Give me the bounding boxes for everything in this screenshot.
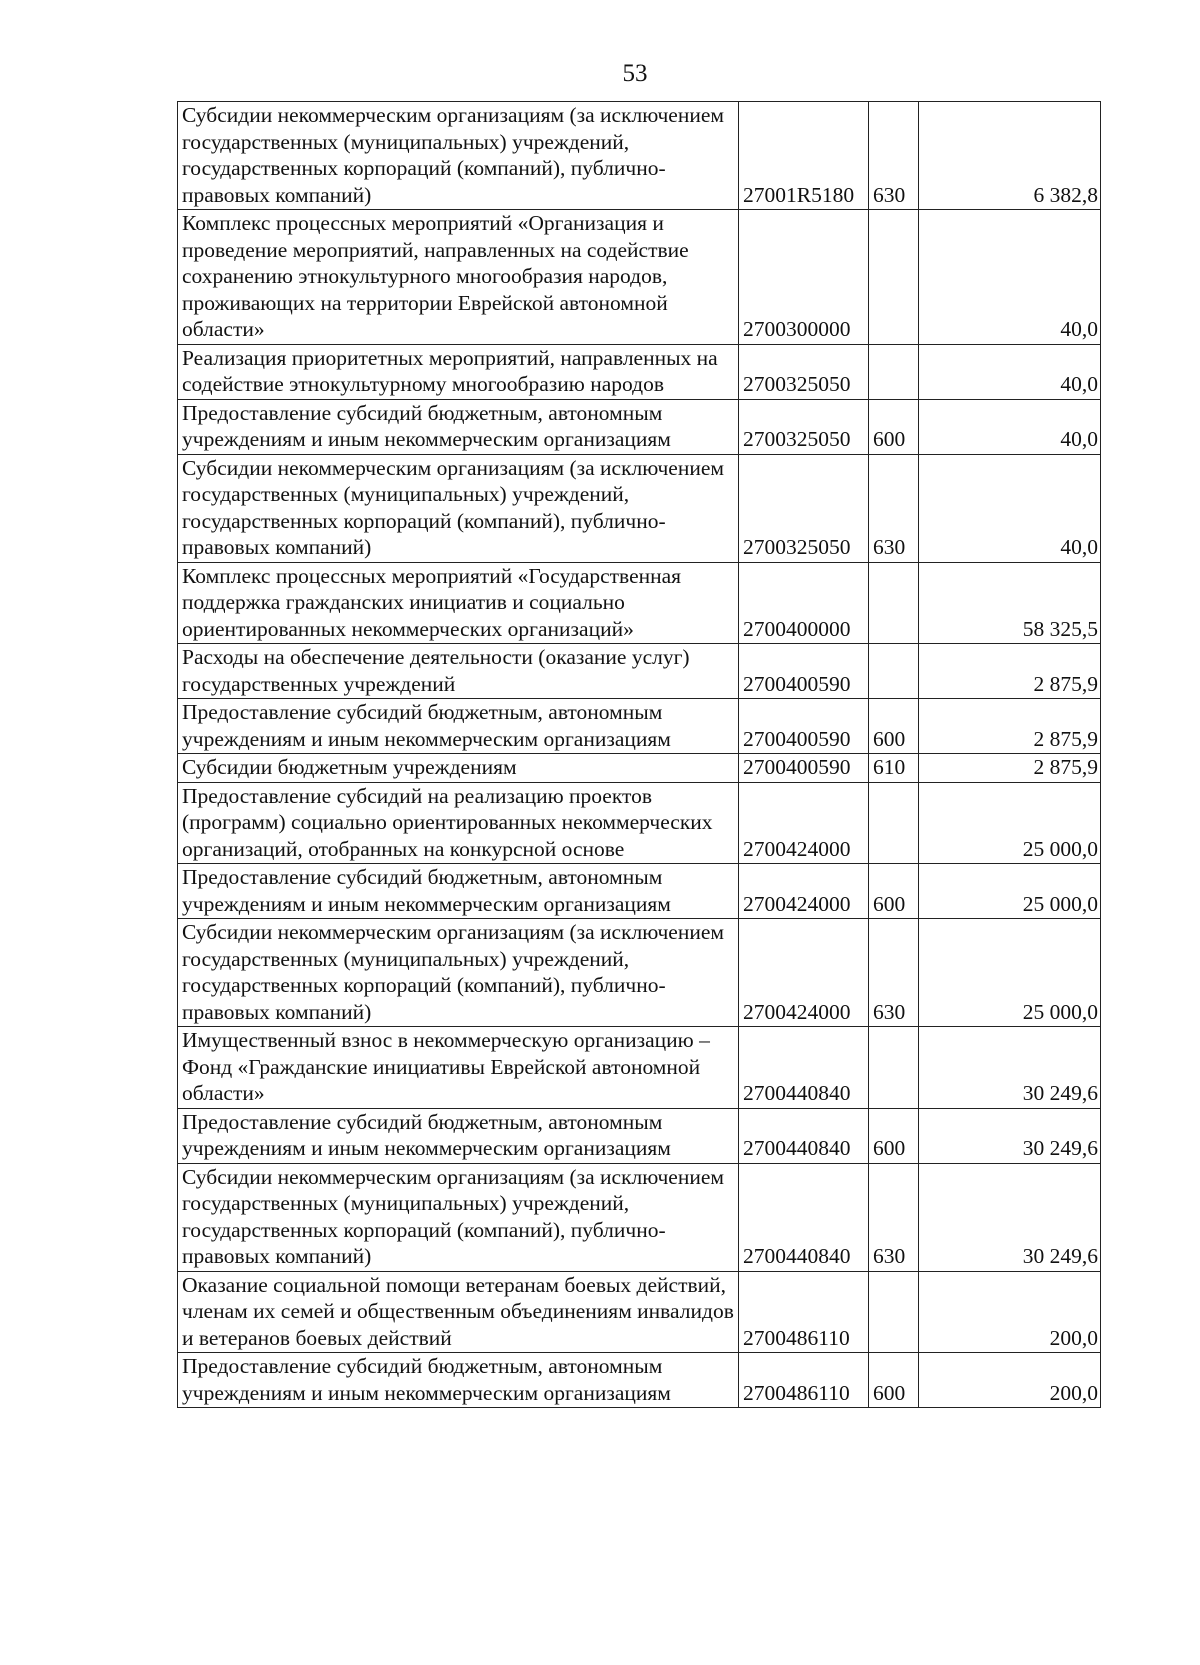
table-row [178,1163,1101,1271]
budget-table [177,101,1101,1408]
table-row [178,210,1101,345]
row-target-code: 2700486110 [739,1271,869,1353]
row-name: Комплекс процессных мероприятий «Организация и проведение мероприятий, направленных на содействие сохранению этнокультурного многообразия народов, проживающих на территории Еврейской автономной области» [178,210,739,345]
table-row [178,919,1101,1027]
row-expense-type: 600 [869,864,919,919]
row-name: Предоставление субсидий бюджетным, автономным учреждениям и иным некоммерческим организациям [178,1108,739,1163]
row-target-code: 2700440840 [739,1027,869,1109]
row-name: Предоставление субсидий бюджетным, автономным учреждениям и иным некоммерческим организациям [178,699,739,754]
table-row [178,782,1101,864]
row-target-code: 2700325050 [739,344,869,399]
row-name: Субсидии некоммерческим организациям (за исключением государственных (муниципальных) учреждений, государственных корпораций (компаний), публично-правовых компаний) [178,1163,739,1271]
row-name: Предоставление субсидий бюджетным, автономным учреждениям и иным некоммерческим организациям [178,399,739,454]
row-name: Оказание социальной помощи ветеранам боевых действий, членам их семей и общественным объединениям инвалидов и ветеранов боевых действий [178,1271,739,1353]
row-expense-type: 600 [869,1353,919,1408]
row-sum: 58 325,5 [919,562,1101,644]
row-target-code: 2700424000 [739,864,869,919]
row-sum: 2 875,9 [919,699,1101,754]
row-expense-type: 610 [869,754,919,783]
row-expense-type [869,562,919,644]
row-sum: 6 382,8 [919,102,1101,210]
row-sum: 40,0 [919,399,1101,454]
row-sum: 30 249,6 [919,1163,1101,1271]
row-expense-type [869,644,919,699]
row-sum: 2 875,9 [919,754,1101,783]
row-target-code: 27001R5180 [739,102,869,210]
table-row [178,454,1101,562]
row-target-code: 2700325050 [739,454,869,562]
row-sum: 25 000,0 [919,864,1101,919]
row-target-code: 2700424000 [739,782,869,864]
row-target-code: 2700440840 [739,1163,869,1271]
row-target-code: 2700486110 [739,1353,869,1408]
row-target-code: 2700400590 [739,644,869,699]
row-name: Комплекс процессных мероприятий «Государственная поддержка гражданских инициатив и социально ориентированных некоммерческих организаций» [178,562,739,644]
row-name: Субсидии бюджетным учреждениям [178,754,739,783]
table-row [178,562,1101,644]
row-sum: 40,0 [919,210,1101,345]
row-name: Предоставление субсидий на реализацию проектов (программ) социально ориентированных некоммерческих организаций, отобранных на конкурсной основе [178,782,739,864]
row-sum: 25 000,0 [919,919,1101,1027]
row-target-code: 2700424000 [739,919,869,1027]
row-sum: 200,0 [919,1353,1101,1408]
row-sum: 30 249,6 [919,1027,1101,1109]
row-target-code: 2700325050 [739,399,869,454]
row-name: Имущественный взнос в некоммерческую организацию – Фонд «Гражданские инициативы Еврейской автономной области» [178,1027,739,1109]
table-row [178,1271,1101,1353]
row-name: Предоставление субсидий бюджетным, автономным учреждениям и иным некоммерческим организациям [178,1353,739,1408]
row-sum: 40,0 [919,344,1101,399]
row-expense-type: 600 [869,699,919,754]
table-row [178,1108,1101,1163]
row-target-code: 2700300000 [739,210,869,345]
row-sum: 25 000,0 [919,782,1101,864]
page-number: 53 [622,60,648,87]
row-target-code: 2700400000 [739,562,869,644]
row-expense-type [869,210,919,345]
row-target-code: 2700440840 [739,1108,869,1163]
row-name: Субсидии некоммерческим организациям (за исключением государственных (муниципальных) учреждений, государственных корпораций (компаний), публично-правовых компаний) [178,454,739,562]
table-row [178,102,1101,210]
row-target-code: 2700400590 [739,754,869,783]
row-expense-type: 600 [869,399,919,454]
row-name: Расходы на обеспечение деятельности (оказание услуг) государственных учреждений [178,644,739,699]
table-row [178,344,1101,399]
table-row [178,1353,1101,1408]
table-row [178,754,1101,783]
row-expense-type [869,782,919,864]
row-expense-type: 630 [869,919,919,1027]
table-row [178,399,1101,454]
row-expense-type: 630 [869,102,919,210]
table-row [178,644,1101,699]
table-row [178,1027,1101,1109]
row-sum: 30 249,6 [919,1108,1101,1163]
row-target-code: 2700400590 [739,699,869,754]
budget-table-body [178,102,1101,1408]
row-expense-type: 630 [869,1163,919,1271]
row-name: Предоставление субсидий бюджетным, автономным учреждениям и иным некоммерческим организациям [178,864,739,919]
row-expense-type [869,1271,919,1353]
row-name: Субсидии некоммерческим организациям (за исключением государственных (муниципальных) учреждений, государственных корпораций (компаний), публично-правовых компаний) [178,102,739,210]
table-row [178,699,1101,754]
row-name: Реализация приоритетных мероприятий, направленных на содействие этнокультурному многообразию народов [178,344,739,399]
table-row [178,864,1101,919]
row-expense-type: 630 [869,454,919,562]
row-expense-type: 600 [869,1108,919,1163]
row-name: Субсидии некоммерческим организациям (за исключением государственных (муниципальных) учреждений, государственных корпораций (компаний), публично-правовых компаний) [178,919,739,1027]
row-sum: 40,0 [919,454,1101,562]
row-sum: 200,0 [919,1271,1101,1353]
row-expense-type [869,344,919,399]
row-expense-type [869,1027,919,1109]
row-sum: 2 875,9 [919,644,1101,699]
